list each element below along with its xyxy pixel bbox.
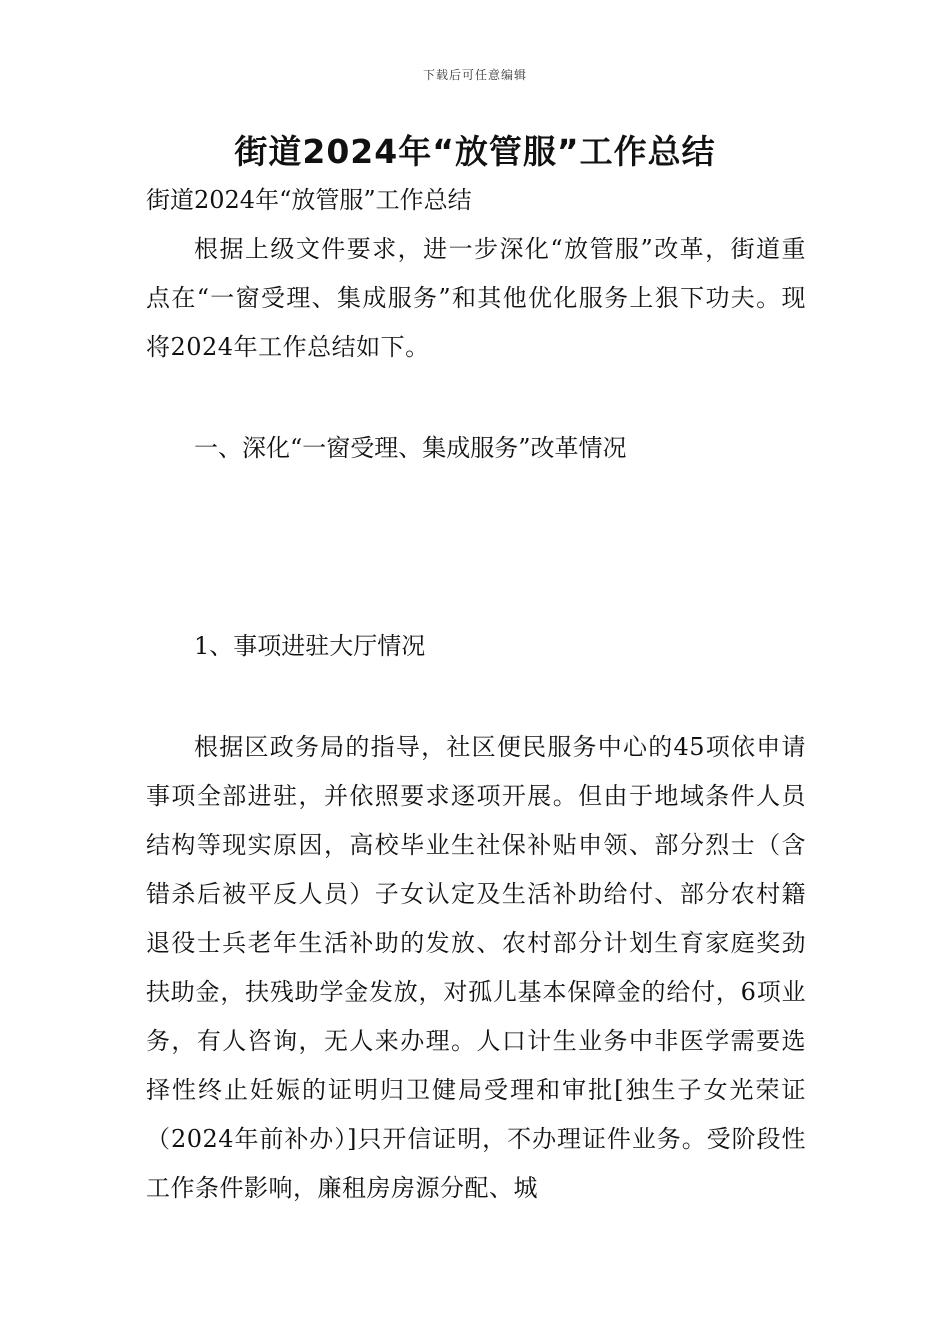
document-subtitle: 街道2024年“放管服”工作总结 (146, 186, 472, 214)
document-title: 街道2024年“放管服”工作总结 (234, 132, 716, 171)
header-note: 下载后可任意编辑 (422, 68, 527, 82)
item-1-paragraph: 根据区政务局的指导，社区便民服务中心的45项依申请事项全部进驻，并依照要求逐项开展。但由于地域条件人员结构等现实原因，高校毕业生社保补贴申领、部分烈士（含错杀后被平反人员）子女认定及生活补助给付、部分农村籍退役士兵老年生活补助的发放、农村部分计划生育家庭奖劲扶助金，扶残助学金发放，对孤儿基本保障金的给付，6项业务，有人咨询，无人来办理。人口计生业务中非医学需要选择性终止妊娠的证明归卫健局受理和审批[独生子女光荣证（2024年前补办）]只开信证明，不办理证件业务。受阶段性工作条件影响，廉租房房源分配、城 (146, 733, 806, 1202)
item-heading-1: 1、事项进驻大厅情况 (194, 632, 426, 660)
intro-paragraph: 根据上级文件要求，进一步深化“放管服”改革，街道重点在“一窗受理、集成服务”和其他优化服务上狠下功夫。现将2024年工作总结如下。 (146, 235, 806, 361)
section-heading-1: 一、深化“一窗受理、集成服务”改革情况 (194, 434, 627, 462)
